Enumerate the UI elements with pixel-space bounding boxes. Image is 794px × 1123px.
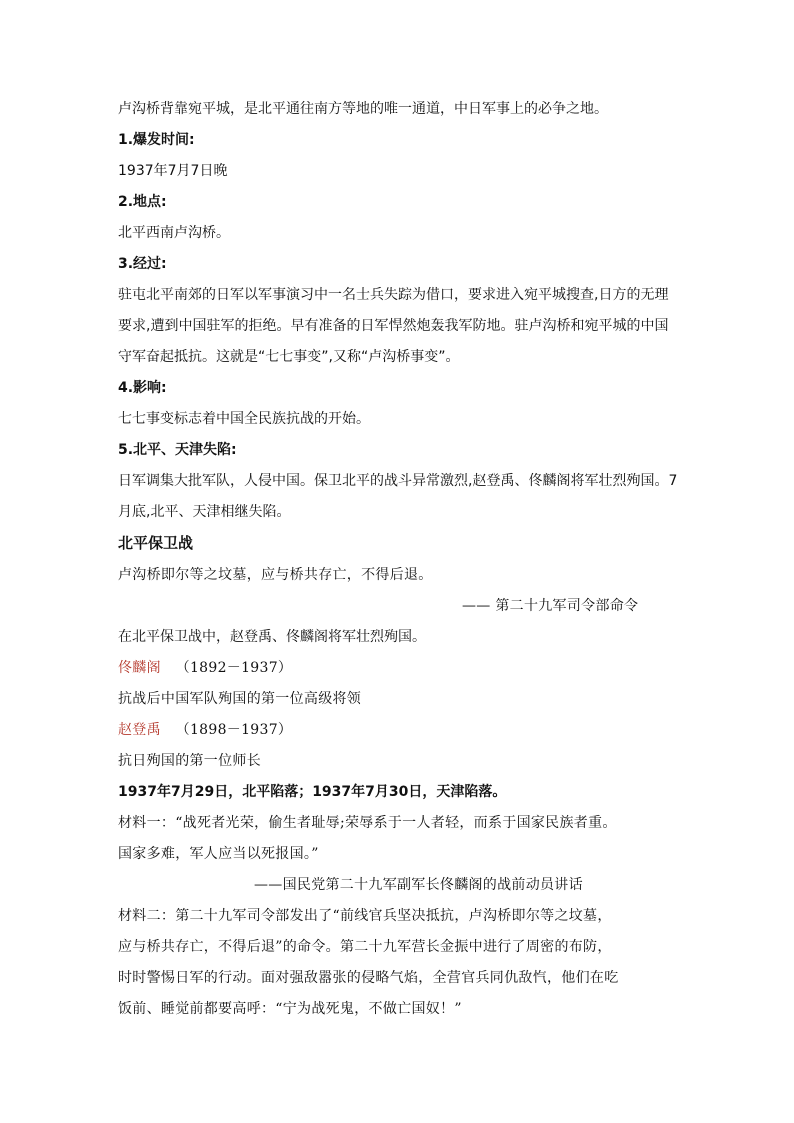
place-text: 北平西南卢沟桥。: [118, 225, 230, 241]
process-line-1: 驻屯北平南郊的日军以军事演习中一名士兵失踪为借口，要求进入宛平城搜查,日方的无理: [118, 287, 669, 303]
material-1-line-2: 国家多难，军人应当以死报国。”: [118, 846, 319, 862]
person-1-name: 佟麟阁: [118, 660, 161, 676]
time-text: 1937年7月7日晚: [118, 163, 228, 179]
fall-dates-heading: 1937年7月29日，北平陷落；1937年7月30日，天津陷落。: [118, 784, 507, 800]
material-1-source: ——国民党第二十九军副军长佟麟阁的战前动员讲话: [254, 877, 583, 893]
person-1-desc: 抗战后中国军队殉国的第一位高级将领: [118, 691, 362, 707]
order-source: —— 第二十九军司令部命令: [462, 598, 639, 614]
heading-place: 2.地点:: [118, 194, 167, 210]
process-line-3: 守军奋起抵抗。这就是“七七事变”,又称“卢沟桥事变”。: [118, 349, 460, 365]
material-2-line-1: 材料二：第二十九军司令部发出了“前线官兵坚决抵抗，卢沟桥即尔等之坟墓，: [118, 908, 612, 924]
fall-line-2: 月底,北平、天津相继失陷。: [118, 504, 291, 520]
person-1-row: [118, 658, 292, 678]
person-2-name: 赵登禹: [118, 722, 161, 738]
impact-text: 七七事变标志着中国全民族抗战的开始。: [118, 411, 370, 427]
material-2-line-3: 时时警惕日军的行动。面对强敌嚣张的侵略气焰，全营官兵同仇敌忾，他们在吃: [118, 970, 619, 986]
heading-time: 1.爆发时间:: [118, 132, 195, 148]
heading-defense: 北平保卫战: [118, 534, 194, 552]
person-2-row: [118, 720, 292, 740]
fall-line-1: 日军调集大批军队，人侵中国。保卫北平的战斗异常激烈,赵登禹、佟麟阁将军壮烈殉国。7: [118, 473, 678, 489]
person-1-years: （1892－1937）: [175, 660, 293, 676]
martyrs-line: 在北平保卫战中，赵登禹、佟麟阁将军壮烈殉国。: [118, 629, 426, 645]
intro-line: 卢沟桥背靠宛平城，是北平通往南方等地的唯一通道，中日军事上的必争之地。: [118, 101, 608, 117]
material-2-line-2: 应与桥共存亡，不得后退”的命令。第二十九军营长金振中进行了周密的布防，: [118, 939, 612, 955]
person-2-desc: 抗日殉国的第一位师长: [118, 753, 261, 769]
person-2-years: （1898－1937）: [175, 722, 293, 738]
material-1-line-1: 材料一：“战死者光荣，偷生者耻辱;荣辱系于一人者轻，而系于国家民族者重。: [118, 815, 617, 831]
material-2-line-4: 饭前、睡觉前都要高呼：“宁为战死鬼，不做亡国奴！”: [118, 1001, 462, 1017]
order-quote: 卢沟桥即尔等之坟墓，应与桥共存亡，不得后退。: [118, 567, 433, 583]
heading-fall: 5.北平、天津失陷:: [118, 442, 237, 458]
heading-impact: 4.影响:: [118, 380, 167, 396]
heading-process: 3.经过:: [118, 256, 167, 272]
process-line-2: 要求,遭到中国驻军的拒绝。早有准备的日军悍然炮轰我军防地。驻卢沟桥和宛平城的中国: [118, 318, 669, 334]
